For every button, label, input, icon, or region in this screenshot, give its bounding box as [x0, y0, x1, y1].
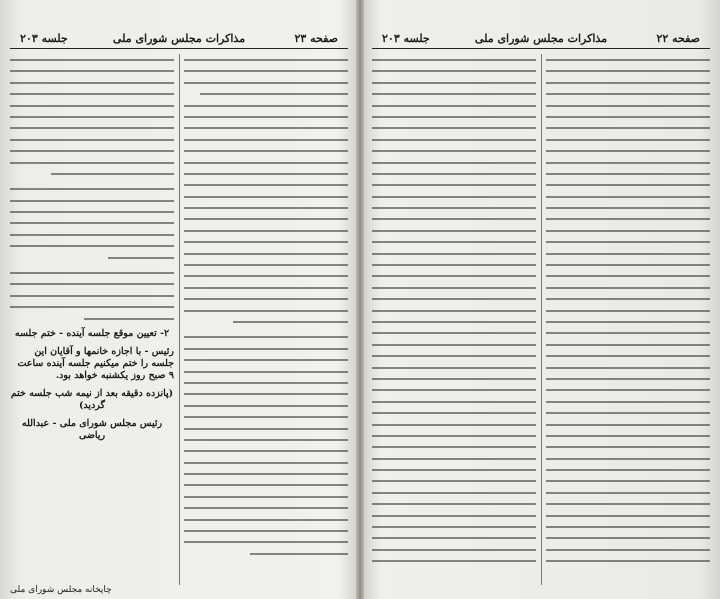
session-number: جلسه ۲۰۳: [382, 32, 430, 45]
right-page-column-left: [372, 54, 536, 585]
chair-statement: رئیس - با اجازه خانمها و آقایان این جلسه را ختم میکنیم جلسه آینده ساعت ۹ صبح روز یکشنبه خواهد بود.: [17, 345, 174, 381]
session-number: جلسه ۲۰۳: [20, 32, 68, 45]
text-paragraph: [184, 54, 348, 327]
text-paragraph: [184, 331, 348, 559]
right-page-header: [372, 30, 710, 49]
text-paragraph: [546, 54, 710, 567]
page-title: مذاکرات مجلس شورای ملی: [474, 32, 608, 45]
text-paragraph: [10, 183, 174, 263]
left-page-column-left: [10, 54, 174, 585]
signature: رئیس مجلس شورای ملی - عبدالله ریاضی: [21, 417, 163, 441]
text-paragraph: [10, 54, 174, 179]
page-number: صفحه ۲۲: [656, 32, 700, 45]
left-page-header: [10, 30, 348, 49]
right-page-columns: [372, 54, 710, 585]
right-page-column-right: [546, 54, 710, 585]
section-heading: ۲- تعیین موقع جلسه آینده - ختم جلسه: [14, 327, 170, 339]
right-page: [362, 0, 720, 599]
left-page: [0, 0, 358, 599]
text-paragraph: [10, 267, 174, 324]
printer-footer: چاپخانه مجلس شورای ملی: [10, 585, 112, 595]
left-page-columns: [10, 54, 348, 585]
left-page-column-right: [184, 54, 348, 585]
page-title: مذاکرات مجلس شورای ملی: [112, 32, 246, 45]
text-paragraph: [372, 54, 536, 567]
session-closing-note: (پانزده دقیقه بعد از نیمه شب جلسه ختم گردید): [10, 387, 174, 411]
page-number: صفحه ۲۳: [294, 32, 338, 45]
